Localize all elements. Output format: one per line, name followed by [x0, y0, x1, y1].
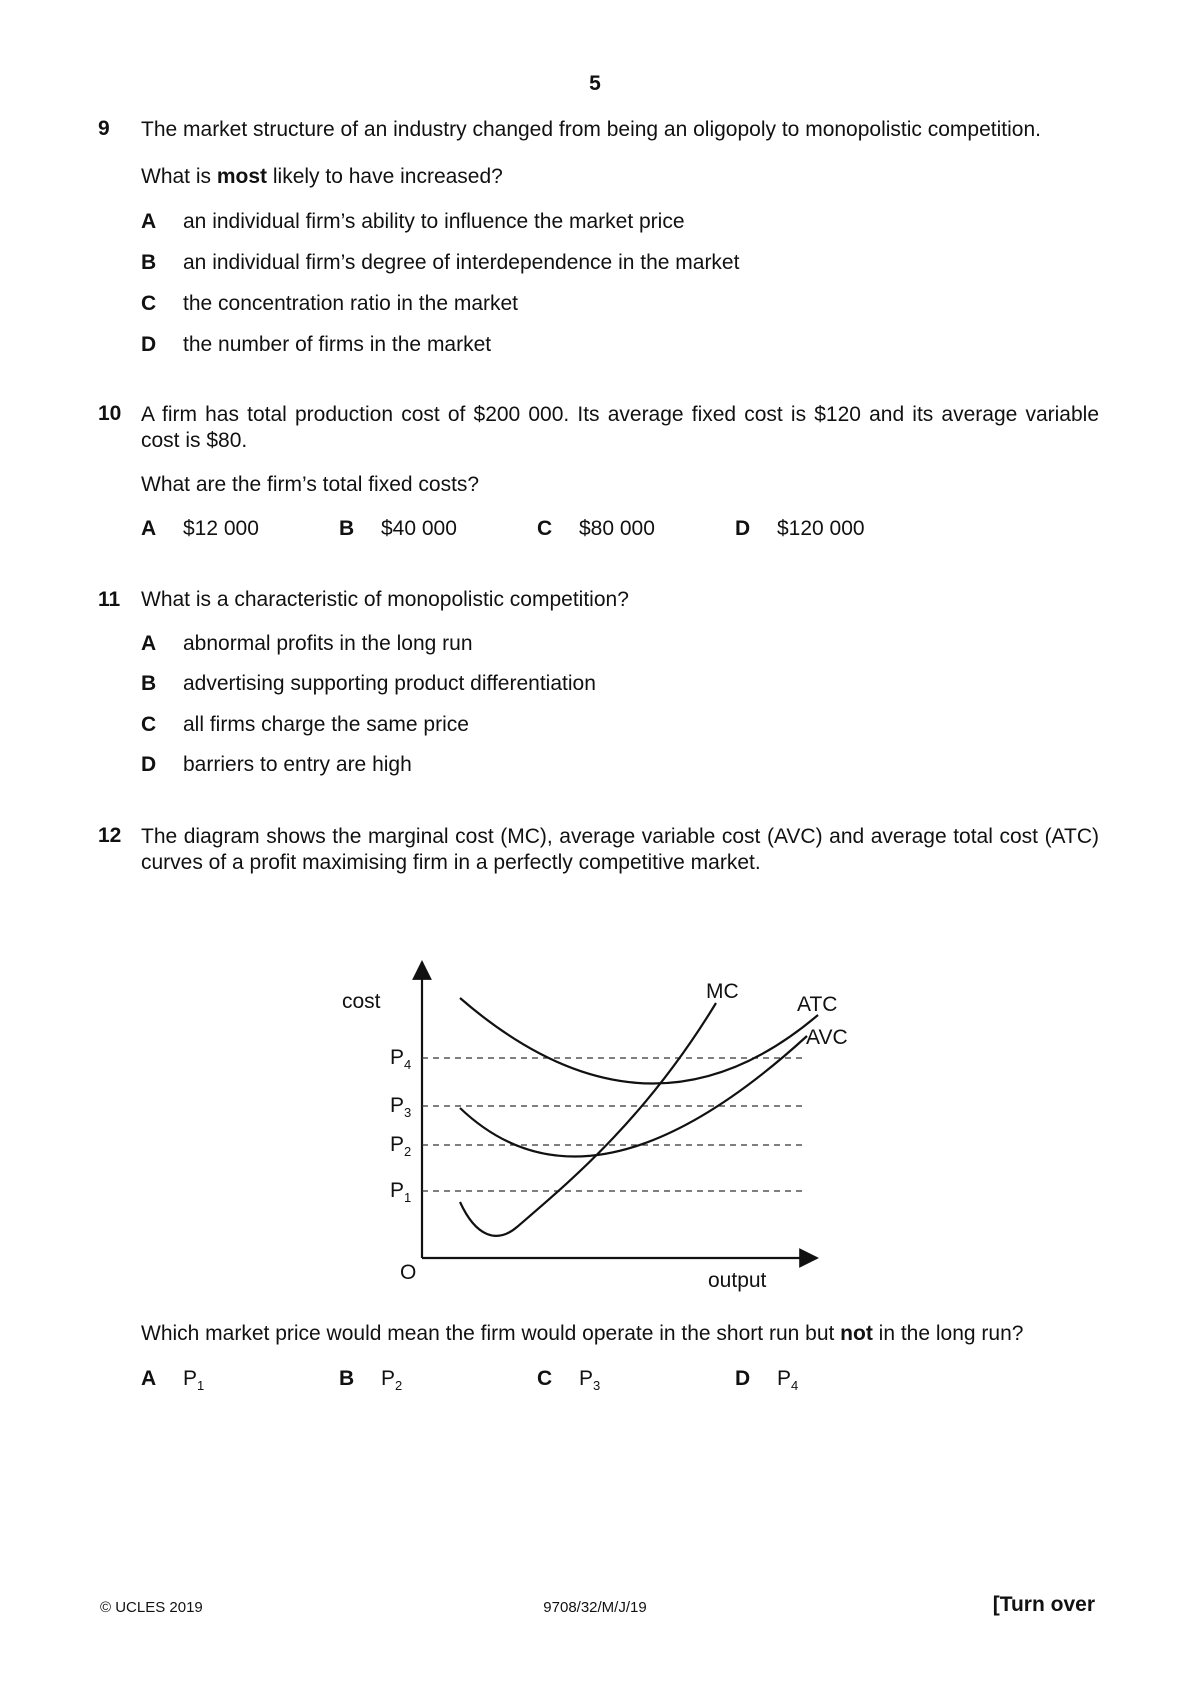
x-axis-label: output	[708, 1269, 767, 1292]
question-12-option-c-text: $P_3$	[579, 1367, 601, 1394]
question-12-option-d-letter: D	[735, 1367, 751, 1390]
question-9-prompt: What is most likely to have increased?	[141, 165, 503, 188]
question-10-option-d-text: $120 000	[777, 517, 865, 540]
mc-curve	[460, 1003, 716, 1236]
mc-curve-label: MC	[706, 980, 739, 1003]
question-11-option-d-letter: D	[141, 753, 157, 776]
question-11-option-d-text: barriers to entry are high	[183, 753, 412, 776]
question-9-option-d-text: the number of firms in the market	[183, 333, 492, 356]
y-axis-label: cost	[342, 990, 381, 1013]
question-11-option-b-letter: B	[141, 672, 157, 695]
question-9-option-c-text: the concentration ratio in the market	[183, 292, 519, 315]
question-11-option-c-letter: C	[141, 713, 157, 736]
question-9-option-b-text: an individual firm’s degree of interdependence in the market	[183, 251, 740, 274]
question-10-number: 10	[98, 402, 122, 425]
question-11-option-b-text: advertising supporting product differentiation	[183, 672, 596, 695]
origin-label: O	[400, 1261, 417, 1284]
footer-copyright: © UCLES 2019	[100, 1599, 203, 1616]
question-9-option-a-text: an individual firm’s ability to influence the market price	[183, 210, 685, 233]
question-9-option-a-letter: A	[141, 210, 157, 233]
p4-label: $P_4$	[390, 1046, 412, 1072]
question-10-prompt: What are the firm’s total fixed costs?	[141, 473, 480, 496]
question-10-option-b-text: $40 000	[381, 517, 457, 540]
question-12-option-a-text: $P_1$	[183, 1367, 205, 1394]
page-number: 5	[589, 72, 601, 95]
question-12-option-b-letter: B	[339, 1367, 355, 1390]
p3-label: $P_3$	[390, 1094, 412, 1120]
question-10-option-d-letter: D	[735, 517, 751, 540]
question-10-option-a-letter: A	[141, 517, 157, 540]
question-10-option-c-letter: C	[537, 517, 553, 540]
question-12-stem: The diagram shows the marginal cost (MC), average variable cost (AVC) and average total cost (ATC) curves of a profit maximising firm in a perfectly competitive market.	[141, 825, 1099, 874]
question-11-number: 11	[98, 588, 121, 611]
question-9-option-b-letter: B	[141, 251, 157, 274]
footer-paper-code: 9708/32/M/J/19	[543, 1599, 647, 1616]
question-10-option-a-text: $12 000	[183, 517, 259, 540]
question-11-option-a-letter: A	[141, 632, 157, 655]
p2-label: $P_2$	[390, 1133, 412, 1159]
question-12-prompt: Which market price would mean the firm would operate in the short run but not in the long run?	[141, 1322, 1024, 1345]
question-11-stem: What is a characteristic of monopolistic competition?	[141, 588, 629, 611]
question-9-number: 9	[98, 117, 110, 140]
p1-label: $P_1$	[390, 1179, 412, 1205]
footer-turn-over: [Turn over	[992, 1593, 1095, 1616]
question-10-option-b-letter: B	[339, 517, 355, 540]
question-11-option-a-text: abnormal profits in the long run	[183, 632, 473, 655]
avc-curve-label: AVC	[806, 1026, 848, 1049]
atc-curve-label: ATC	[797, 993, 838, 1016]
question-12-number: 12	[98, 824, 122, 847]
question-10-stem: A firm has total production cost of $200 000. Its average fixed cost is $120 and its average variable cost is $80.	[141, 403, 1099, 452]
question-9-option-d-letter: D	[141, 333, 157, 356]
question-9-option-c-letter: C	[141, 292, 157, 315]
question-12-option-a-letter: A	[141, 1367, 157, 1390]
question-12-option-b-text: $P_2$	[381, 1367, 403, 1394]
question-10-option-c-text: $80 000	[579, 517, 655, 540]
question-9-stem: The market structure of an industry changed from being an oligopoly to monopolistic competition.	[141, 118, 1041, 141]
question-12-option-c-letter: C	[537, 1367, 553, 1390]
question-11-option-c-text: all firms charge the same price	[183, 713, 469, 736]
question-12-option-d-text: $P_4$	[777, 1367, 799, 1394]
atc-curve	[460, 998, 818, 1083]
avc-curve	[460, 1036, 807, 1157]
